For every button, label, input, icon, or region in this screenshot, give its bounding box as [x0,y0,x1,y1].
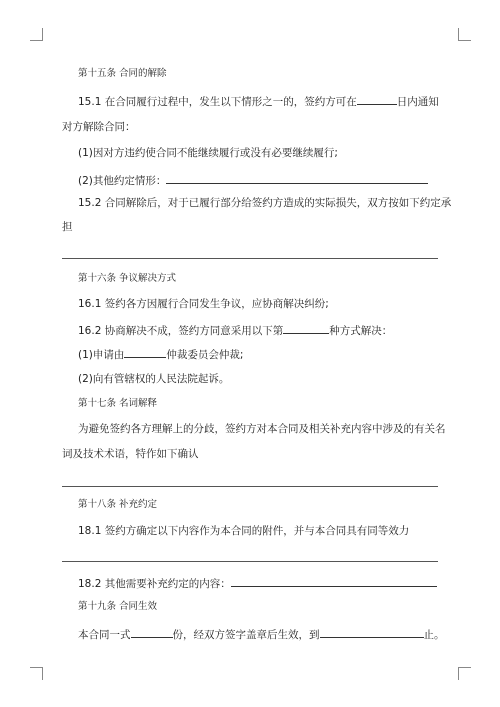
article-19-heading [78,600,157,614]
clause-text: 份，经双方签字盖章后生效，到 [172,629,320,641]
copies-blank[interactable] [131,626,173,638]
clause-16-2 [78,322,392,338]
clause-15-1 [78,93,439,109]
fill-line-15-2[interactable] [62,258,438,259]
clause-text: 18.1 签约方确定以下内容作为本合同的附件，并与本合同具有同等效力 [78,525,410,537]
clause-text: (1)申请由 [78,349,125,361]
expiry-date-blank[interactable] [320,626,424,638]
clause-18-2 [78,575,437,591]
clause-18-1 [78,524,409,538]
clause-16-1 [78,297,329,311]
crop-mark-bottom-left [30,667,43,680]
article-15-heading [78,67,167,81]
clause-text: (1)因对方违约使合同不能继续履行或没有必要继续履行; [78,147,338,159]
crop-mark-top-left [30,28,43,41]
heading-text: 第十九条 合同生效 [78,601,158,612]
clause-text: 担 [62,221,73,233]
heading-text: 第十六条 争议解决方式 [78,273,177,284]
clause-17-cont [62,447,199,461]
article-17-heading [78,397,157,411]
clause-text: 仲裁委员会仲裁; [166,349,244,361]
clause-text: 16.2 协商解决不成，签约方同意采用以下第 [78,325,284,337]
article-18-heading [78,498,157,512]
clause-15-1-cont [62,120,136,134]
clause-15-item-1 [78,146,338,160]
clause-19 [78,626,445,642]
clause-text: 为避免签约各方理解上的分歧，签约方对本合同及相关补充内容中涉及的有关名 [78,423,446,435]
clause-text: 对方解除合同： [62,121,136,133]
clause-text: 18.2 其他需要补充约定的内容： [78,578,231,590]
clause-17 [78,422,446,436]
crop-mark-bottom-right [458,667,471,680]
fill-line-18-1[interactable] [62,561,438,562]
other-conditions-blank[interactable] [166,172,428,184]
clause-text: (2)向有管辖权的人民法院起诉。 [78,373,230,385]
heading-text: 第十五条 合同的解除 [78,68,167,79]
clause-text: (2)其他约定情形： [78,175,167,187]
days-blank[interactable] [357,93,397,105]
method-number-blank[interactable] [283,322,329,334]
clause-text: 15.2 合同解除后，对于已履行部分给签约方造成的实际损失，双方按如下约定承 [78,197,452,209]
clause-text: 15.1 在合同履行过程中，发生以下情形之一的，签约方可在 [78,96,357,108]
article-16-heading [78,272,176,286]
clause-15-2 [78,196,451,210]
clause-text: 日内通知 [396,96,439,108]
heading-text: 第十七条 名词解释 [78,398,158,409]
clause-16-item-1 [78,346,243,362]
crop-mark-top-right [458,28,471,41]
clause-text: 止。 [423,629,445,641]
heading-text: 第十八条 补充约定 [78,499,158,510]
clause-text: 本合同一式 [78,629,131,641]
clause-16-item-2 [78,372,229,386]
arbitration-committee-blank[interactable] [124,346,166,358]
supplementary-content-blank[interactable] [231,575,437,587]
fill-line-17[interactable] [62,486,438,487]
clause-15-2-cont [62,220,73,234]
clause-text: 词及技术术语，特作如下确认 [62,448,199,460]
clause-text: 16.1 签约各方因履行合同发生争议，应协商解决纠纷; [78,298,329,310]
clause-15-item-2 [78,172,428,188]
clause-text: 种方式解决： [329,325,393,337]
